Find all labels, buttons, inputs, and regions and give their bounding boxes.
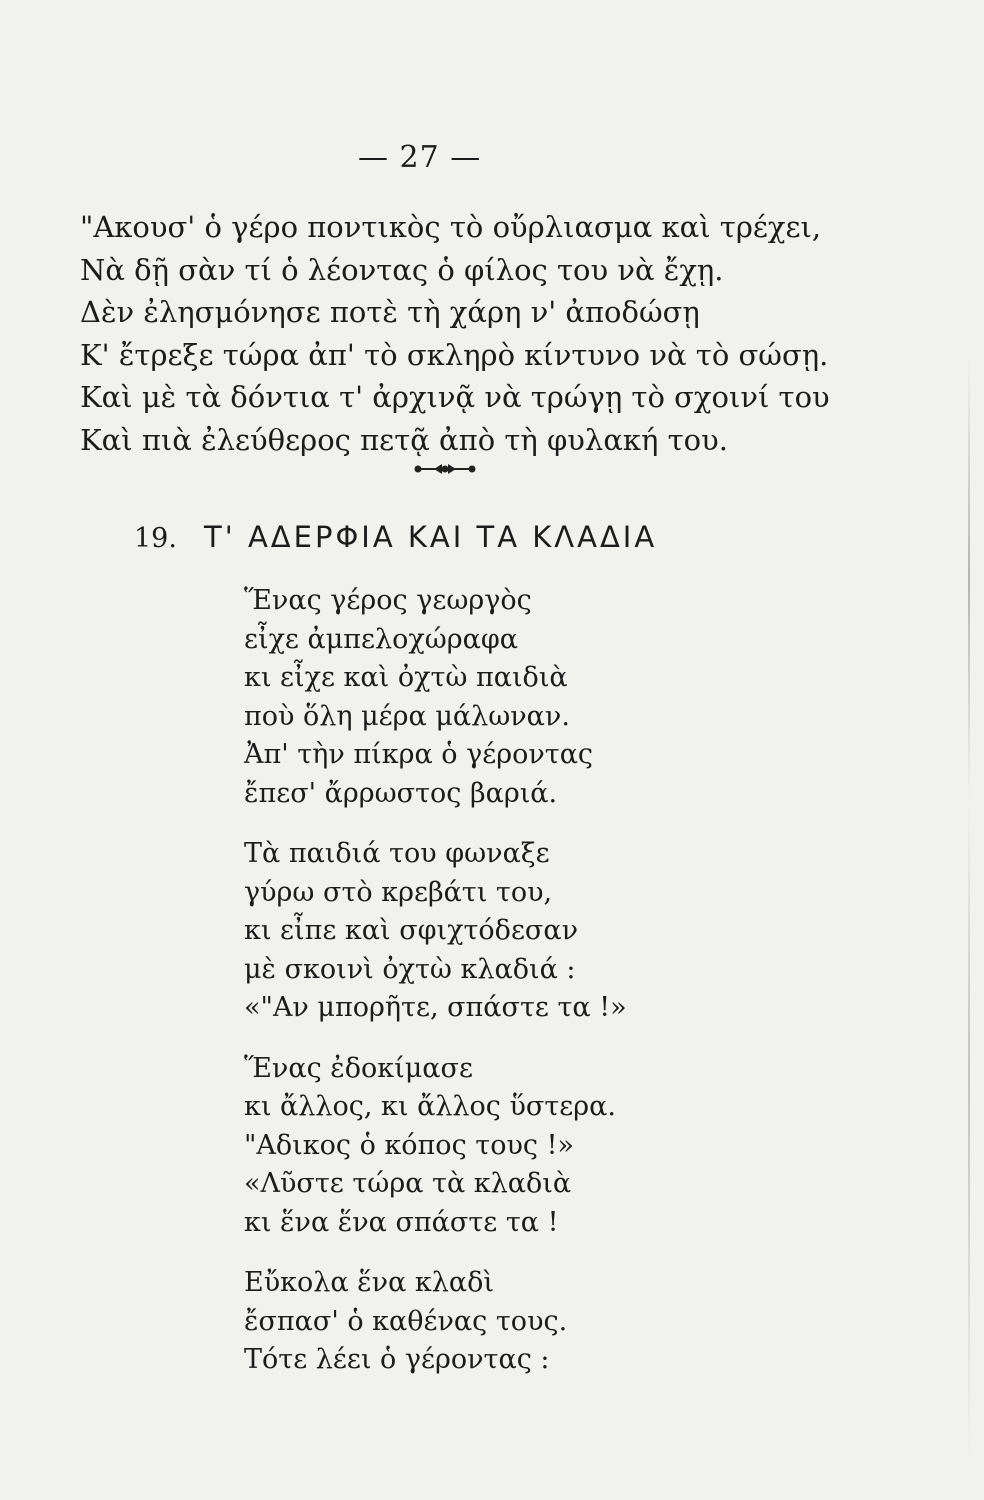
verse-line: Τὰ παιδιά του φωναξε — [244, 838, 550, 869]
verse-line: Εὔκολα ἕνα κλαδὶ — [244, 1267, 494, 1298]
page-edge-shadow — [968, 360, 970, 1460]
verse-line: Νὰ δῇ σὰν τί ὁ λέοντας ὁ φίλος του νὰ ἔχῃ. — [80, 252, 724, 287]
verse-line: ποὺ ὅλη μέρα μάλωναν. — [244, 700, 570, 732]
section-divider-ornament — [414, 462, 476, 476]
poem-title: Τ' ΑΔΕΡΦΙΑ ΚΑΙ ΤΑ ΚΛΑΔΙΑ — [204, 520, 658, 554]
verse-line: γύρω στὸ κρεβάτι του, — [244, 876, 553, 908]
verse-line: κι εἶχε καὶ ὀχτὼ παιδιὰ — [244, 662, 568, 693]
verse-line: κι ἄλλος, κι ἄλλος ὕστερα. — [244, 1091, 616, 1122]
verse-line: μὲ σκοινὶ ὀχτὼ κλαδιά : — [244, 953, 576, 985]
verse-line: κι εἶπε καὶ σφιχτόδεσαν — [244, 915, 579, 946]
verse-line: ἔπεσ' ἄρρωστος βαριά. — [244, 777, 558, 809]
poem-body — [244, 582, 844, 1402]
verse-line: Καὶ πιὰ ἐλεύθερος πετᾷ ἀπὸ τὴ φυλακή του. — [80, 422, 728, 457]
verse-line: Ἕνας γέρος γεωργὸς — [244, 585, 532, 616]
verse-line: Δὲν ἐλησμόνησε ποτὲ τὴ χάρη ν' ἀποδώσῃ — [80, 295, 700, 329]
verse-line: «Λῦστε τώρα τὰ κλαδιὰ — [244, 1168, 572, 1199]
verse-line: "Ακουσ' ὁ γέρο ποντικὸς τὸ οὔρλιασμα καὶ τρέχει, — [80, 210, 822, 244]
verse-line: Καὶ μὲ τὰ δόντια τ' ἀρχινᾷ νὰ τρώγῃ τὸ σχοινί του — [80, 380, 830, 414]
verse-line: κι ἕνα ἕνα σπάστε τα ! — [244, 1206, 559, 1238]
page-number: — 27 — — [358, 140, 482, 175]
stanza — [244, 1050, 844, 1243]
verse-line: Τότε λέει ὁ γέροντας : — [244, 1344, 550, 1375]
verse-line: Ἕνας ἐδοκίμασε — [244, 1052, 473, 1084]
verse-line: Ἀπ' τὴν πίκρα ὁ γέροντας — [244, 739, 594, 770]
verse-line: Κ' ἔτρεξε τώρα ἀπ' τὸ σκληρὸ κίντυνο νὰ τὸ σώσῃ. — [80, 337, 829, 372]
previous-poem-ending — [80, 206, 830, 461]
stanza — [244, 835, 844, 1028]
verse-line: ἔσπασ' ὁ καθένας τους. — [244, 1305, 568, 1337]
stanza — [244, 1264, 844, 1380]
poem-number: 19. — [134, 523, 177, 554]
stanza — [244, 582, 844, 813]
verse-line: "Αδικος ὁ κόπος τους !» — [244, 1129, 574, 1161]
verse-line: «"Αν μπορῆτε, σπάστε τα !» — [244, 992, 627, 1023]
poem-heading — [134, 520, 657, 554]
verse-line: εἶχε ἀμπελοχώραφα — [244, 623, 519, 655]
